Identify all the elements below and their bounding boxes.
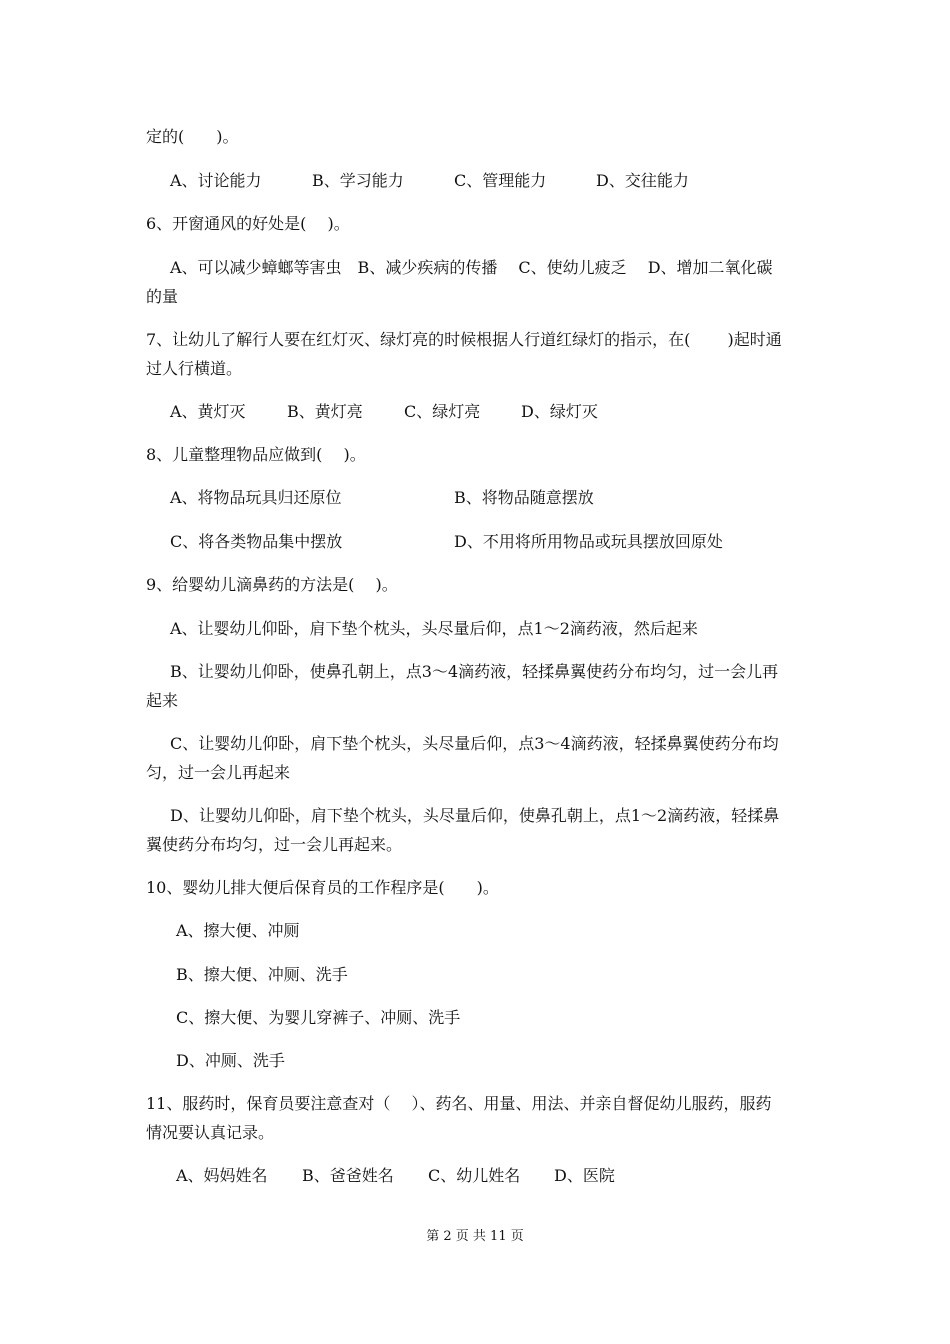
question-8-stem: 8、儿童整理物品应做到( )。	[146, 445, 366, 464]
question-9-option-b: B、让婴幼儿仰卧，使鼻孔朝上，点3～4滴药液，轻揉鼻翼使药分布均匀，过一会儿再	[170, 662, 779, 681]
question-8-options-row2	[170, 532, 723, 552]
option-c: C、幼儿姓名	[428, 1166, 521, 1185]
question-10-stem: 10、婴幼儿排大便后保育员的工作程序是( )。	[146, 878, 499, 897]
question-6-stem: 6、开窗通风的好处是( )。	[146, 214, 350, 233]
question-7-stem: 7、让幼儿了解行人要在红灯灭、绿灯亮的时候根据人行道红绿灯的指示，在( )起时通	[146, 330, 782, 349]
question-8-options-row1	[170, 488, 594, 508]
option-d: D、绿灯灭	[521, 402, 598, 421]
option-b: B、黄灯亮	[287, 402, 363, 421]
question-7-options	[170, 402, 598, 422]
option-b: B、将物品随意摆放	[454, 488, 594, 507]
question-9-option-c-wrap: 匀，过一会儿再起来	[146, 763, 291, 782]
question-11-options	[176, 1166, 615, 1186]
question-9-stem: 9、给婴幼儿滴鼻药的方法是( )。	[146, 575, 398, 594]
option-a: A、将物品玩具归还原位	[170, 488, 342, 507]
page-number-footer: 第 2 页 共 11 页	[426, 1229, 524, 1244]
question-9-option-c: C、让婴幼儿仰卧，肩下垫个枕头，头尽量后仰，点3～4滴药液，轻揉鼻翼使药分布均	[170, 734, 779, 753]
option-b: B、学习能力	[312, 171, 404, 190]
question-stem-continuation: 定的( )。	[146, 127, 239, 146]
question-11-stem-wrap: 情况要认真记录。	[146, 1123, 275, 1142]
question-6-options: A、可以减少蟑螂等害虫 B、减少疾病的传播 C、使幼儿疲乏 D、增加二氧化碳	[170, 258, 773, 277]
question-7-stem-wrap: 过人行横道。	[146, 359, 243, 378]
option-c: C、管理能力	[454, 171, 547, 190]
question-9-option-a: A、让婴幼儿仰卧，肩下垫个枕头，头尽量后仰，点1～2滴药液，然后起来	[170, 619, 698, 638]
question-11-stem: 11、服药时，保育员要注意查对（ ）、药名、用量、用法、并亲自督促幼儿服药，服药	[146, 1094, 772, 1113]
option-a: A、妈妈姓名	[176, 1166, 268, 1185]
question-10-option-c: C、擦大便、为婴儿穿裤子、冲厕、洗手	[176, 1008, 461, 1027]
question-9-option-d-wrap: 翼使药分布均匀，过一会儿再起来。	[146, 835, 403, 854]
option-a: A、黄灯灭	[170, 402, 246, 421]
question-10-option-b: B、擦大便、冲厕、洗手	[176, 965, 348, 984]
option-d: D、不用将所用物品或玩具摆放回原处	[454, 532, 723, 551]
question-9-option-b-wrap: 起来	[146, 691, 179, 710]
options-row	[170, 171, 689, 191]
option-c: C、绿灯亮	[404, 402, 481, 421]
question-6-options-wrap: 的量	[146, 287, 179, 306]
question-9-option-d: D、让婴幼儿仰卧，肩下垫个枕头，头尽量后仰，使鼻孔朝上，点1～2滴药液，轻揉鼻	[170, 806, 780, 825]
option-b: B、爸爸姓名	[302, 1166, 394, 1185]
option-a: A、讨论能力	[170, 171, 262, 190]
option-c: C、将各类物品集中摆放	[170, 532, 343, 551]
question-10-option-a: A、擦大便、冲厕	[176, 921, 300, 940]
option-d: D、医院	[554, 1166, 615, 1185]
option-d: D、交往能力	[596, 171, 689, 190]
question-10-option-d: D、冲厕、洗手	[176, 1051, 285, 1070]
